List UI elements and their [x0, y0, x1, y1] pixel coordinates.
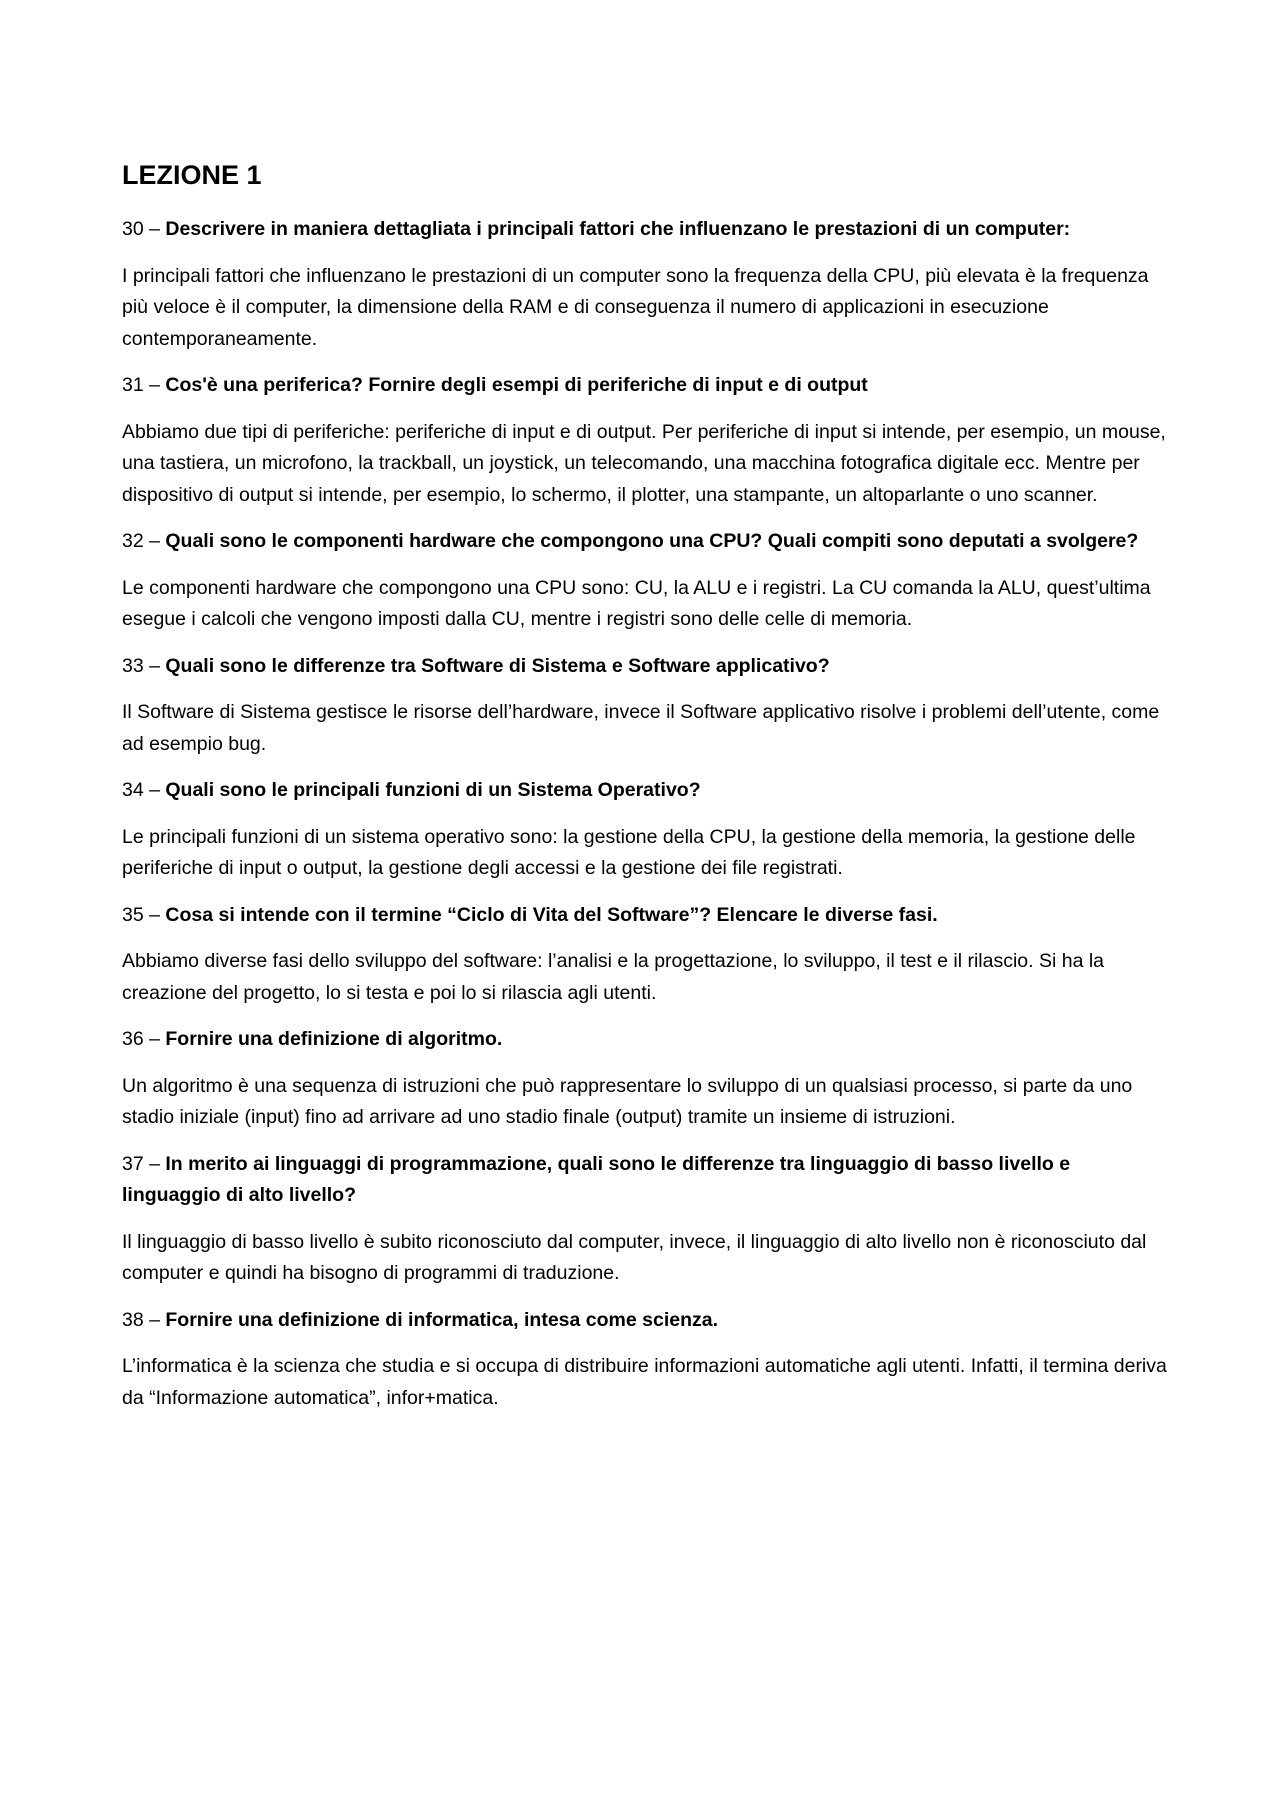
question-text: Fornire una definizione di informatica, intesa come scienza.: [165, 1308, 719, 1331]
qa-item-37: [122, 1149, 1167, 1290]
question-number: 30 –: [122, 218, 166, 240]
question: [122, 1149, 1167, 1212]
document-page: [122, 158, 1167, 1429]
question: [122, 370, 1167, 402]
question-number: 35 –: [122, 903, 166, 926]
question-number: 34 –: [122, 779, 166, 801]
answer-text: Il Software di Sistema gestisce le risorse dell’hardware, invece il Software applicativo risolve i problemi dell’utente, come ad esempio bug.: [122, 701, 1160, 755]
question-number: 37 –: [122, 1152, 166, 1175]
question: [122, 1305, 1167, 1337]
question-text: In merito ai linguaggi di programmazione, quali sono le differenze tra linguaggio di basso livello e linguaggio di alto livello?: [122, 1152, 1071, 1206]
answer-text: Le componenti hardware che compongono una CPU sono: CU, la ALU e i registri. La CU comanda la ALU, quest’ultima esegue i calcoli che vengono imposti dalla CU, mentre i registri sono delle celle di memoria.: [122, 576, 1151, 630]
page-title: LEZIONE 1: [122, 160, 262, 190]
qa-item-30: [122, 214, 1167, 355]
qa-item-36: [122, 1024, 1167, 1134]
answer-text: Abbiamo due tipi di periferiche: periferiche di input e di output. Per periferiche di input si intende, per esempio, un mouse, una tastiera, un microfono, la trackball, un joystick, un telecomando, una macchina fotografica digitale ecc. Mentre per dispositivo di output si intende, per esempio, lo schermo, il plotter, una stampante, un altoparlante o uno scanner.: [122, 420, 1166, 506]
question: [122, 1024, 1167, 1056]
qa-item-31: [122, 370, 1167, 511]
question: [122, 775, 1167, 807]
question-number: 31 –: [122, 374, 166, 396]
question-number: 38 –: [122, 1308, 166, 1331]
question: [122, 900, 1167, 932]
answer-text: Un algoritmo è una sequenza di istruzioni che può rappresentare lo sviluppo di un qualsiasi processo, si parte da uno stadio iniziale (input) fino ad arrivare ad uno stadio finale (output) tramite un insieme di istruzioni.: [122, 1074, 1133, 1128]
question-text: Quali sono le differenze tra Software di Sistema e Software applicativo?: [165, 654, 830, 677]
question-text: Fornire una definizione di algoritmo.: [165, 1028, 503, 1050]
question-text: Cosa si intende con il termine “Ciclo di Vita del Software”? Elencare le diverse fasi.: [165, 903, 938, 926]
answer-text: Le principali funzioni di un sistema operativo sono: la gestione della CPU, la gestione della memoria, la gestione delle periferiche di input o output, la gestione degli accessi e la gestione dei file registrati.: [122, 825, 1136, 879]
answer-text: L’informatica è la scienza che studia e si occupa di distribuire informazioni automatiche agli utenti. Infatti, il termina deriva da “Informazione automatica”, infor+matica.: [122, 1355, 1167, 1409]
question: [122, 526, 1167, 558]
qa-item-33: [122, 651, 1167, 761]
answer-text: Il linguaggio di basso livello è subito riconosciuto dal computer, invece, il linguaggio di alto livello non è riconosciuto dal computer e quindi ha bisogno di programmi di traduzione.: [122, 1230, 1147, 1284]
question-text: Cos'è una periferica? Fornire degli esempi di periferiche di input e di output: [165, 374, 868, 396]
question-text: Descrivere in maniera dettagliata i principali fattori che influenzano le prestazioni di un computer:: [165, 218, 1071, 240]
qa-item-35: [122, 900, 1167, 1010]
question-text: Quali sono le componenti hardware che compongono una CPU? Quali compiti sono deputati a svolgere?: [165, 530, 1139, 552]
question: [122, 651, 1167, 683]
question-number: 32 –: [122, 530, 166, 552]
answer-text: Abbiamo diverse fasi dello sviluppo del software: l’analisi e la progettazione, lo sviluppo, il test e il rilascio. Si ha la creazione del progetto, lo si testa e poi lo si rilascia agli utenti.: [122, 950, 1105, 1004]
qa-item-38: [122, 1305, 1167, 1415]
question-number: 33 –: [122, 654, 166, 677]
qa-item-34: [122, 775, 1167, 885]
question-number: 36 –: [122, 1028, 166, 1050]
answer-text: I principali fattori che influenzano le prestazioni di un computer sono la frequenza della CPU, più elevata è la frequenza più veloce è il computer, la dimensione della RAM e di conseguenza il numero di applicazioni in esecuzione contemporaneamente.: [122, 264, 1149, 350]
question: [122, 214, 1167, 246]
qa-item-32: [122, 526, 1167, 636]
question-text: Quali sono le principali funzioni di un Sistema Operativo?: [165, 779, 701, 801]
